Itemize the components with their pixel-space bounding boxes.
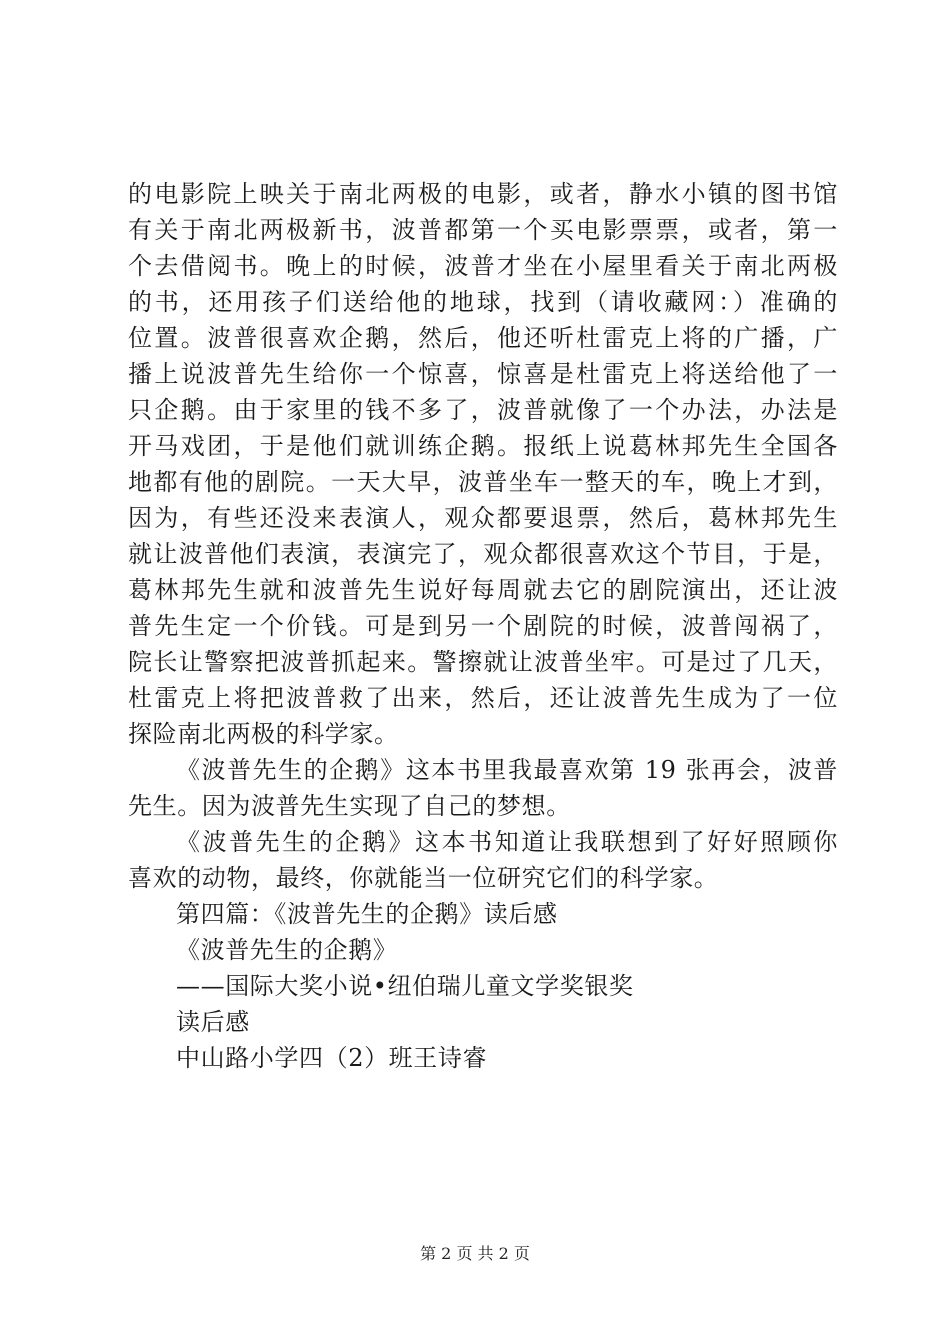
text-line: 的书，还用孩子们送给他的地球，找到（请收藏网：）准确的 [128,288,838,316]
text-line: 就让波普他们表演，表演完了，观众都很喜欢这个节目，于是， [128,540,838,568]
text-line: 杜雷克上将把波普救了出来，然后，还让波普先生成为了一位 [128,684,838,712]
page-indicator: 第 2 页 共 2 页 [420,1244,530,1263]
book-subtitle: ——国际大奖小说•纽伯瑞儿童文学奖银奖 [176,972,634,1000]
text-line: 先生。因为波普先生实现了自己的梦想。 [128,792,571,820]
text-line: 探险南北两极的科学家。 [128,720,399,748]
text-line: 葛林邦先生就和波普先生说好每周就去它的剧院演出，还让波 [128,576,838,604]
book-title: 《波普先生的企鹅》 [176,936,398,964]
text-line: 地都有他的剧院。一天大早，波普坐车一整天的车，晚上才到， [128,468,838,496]
review-label: 读后感 [176,1008,250,1036]
text-line: 喜欢的动物，最终，你就能当一位研究它们的科学家。 [128,864,719,892]
author-line: 中山路小学四（2）班王诗睿 [176,1044,488,1072]
text-line: 院长让警察把波普抓起来。警擦就让波普坐牢。可是过了几天， [128,648,838,676]
text-line: 有关于南北两极新书，波普都第一个买电影票票，或者，第一 [128,216,838,244]
text-line: 播上说波普先生给你一个惊喜，惊喜是杜雷克上将送给他了一 [128,360,838,388]
text-line: 位置。波普很喜欢企鹅，然后，他还听杜雷克上将的广播，广 [128,324,838,352]
text-line: 只企鹅。由于家里的钱不多了，波普就像了一个办法，办法是 [128,396,838,424]
text-line: 普先生定一个价钱。可是到另一个剧院的时候，波普闯祸了， [128,612,838,640]
document-body [128,176,838,1076]
text-line: 个去借阅书。晚上的时候，波普才坐在小屋里看关于南北两极 [128,252,838,280]
paragraph-start-line: 《波普先生的企鹅》这本书里我最喜欢第 19 张再会，波普 [176,756,838,784]
section-heading: 第四篇：《波普先生的企鹅》读后感 [176,900,558,928]
text-line: 因为，有些还没来表演人，观众都要退票，然后，葛林邦先生 [128,504,838,532]
text-line: 开马戏团，于是他们就训练企鹅。报纸上说葛林邦先生全国各 [128,432,838,460]
text-line: 的电影院上映关于南北两极的电影，或者，静水小镇的图书馆 [128,180,838,208]
paragraph-start-line: 《波普先生的企鹅》这本书知道让我联想到了好好照顾你 [176,828,838,856]
